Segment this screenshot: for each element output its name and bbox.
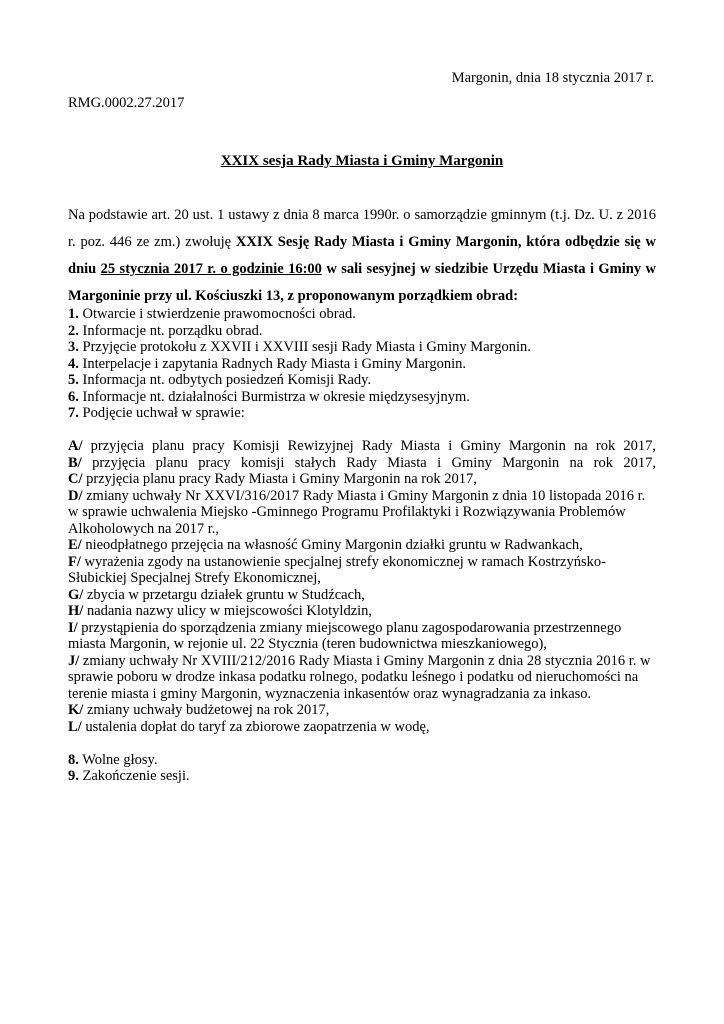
session-title: XXIX sesja Rady Miasta i Gminy Margonin <box>220 153 504 169</box>
resolution-letter: H/ <box>68 603 84 619</box>
agenda-number: 5. <box>68 372 79 388</box>
intro-text: Na podstawie art. 20 ust. 1 ustawy z dnia 8 marca 1990r. o samorządzie gminnym (t.j. Dz. U. z 2016 r. poz. 446 ze zm.) zwołuję <box>68 207 656 250</box>
agenda-number: 2. <box>68 322 79 339</box>
resolution-item <box>68 719 656 736</box>
resolution-text: przyjęcia planu pracy Rady Miasta i Gminy Margonin na rok 2017, <box>82 471 477 487</box>
resolution-text: ustalenia dopłat do taryf za zbiorowe zaopatrzenia w wodę, <box>81 718 430 735</box>
agenda-text: Podjęcie uchwał w sprawie: <box>78 405 245 421</box>
place-and-date: Margonin, dnia 18 stycznia 2017 r. <box>451 70 654 86</box>
resolution-letter: I/ <box>68 619 78 636</box>
resolution-text: przyjęcia planu pracy komisji stałych Rady Miasta i Gminy Margonin na rok 2017, <box>81 454 656 471</box>
resolution-letter: G/ <box>68 586 84 603</box>
agenda-item <box>68 768 656 785</box>
intro-location: w sali sesyjnej w siedzibie Urzędu Miasta i Gminy w Margoninie przy ul. Kościuszki 13, z proponowanym porządkiem obrad: <box>68 261 656 304</box>
resolution-item <box>68 537 656 554</box>
resolution-text: wyrażenia zgody na ustanowienie specjalnej strefy ekonomicznej w ramach Kostrzyńsko-Słubickiej Specjalnej Strefy Ekonomicznej, <box>68 553 606 586</box>
agenda-text: Przyjęcie protokołu z XXVII i XXVIII sesji Rady Miasta i Gminy Margonin. <box>78 339 531 355</box>
spacer <box>68 422 656 439</box>
resolution-item <box>68 587 656 604</box>
resolution-item <box>68 471 656 488</box>
resolution-text: nadania nazwy ulicy w miejscowości Klotyldzin, <box>83 603 373 619</box>
session-date-time: 25 stycznia 2017 r. o godzinie 16:00 <box>100 261 322 277</box>
agenda-number: 8. <box>68 751 79 768</box>
resolution-letter: L/ <box>68 718 82 735</box>
resolution-letter: A/ <box>68 438 83 454</box>
intro-session-name: XXIX Sesję Rady Miasta i Gminy Margonin, która odbędzie się w dniu <box>68 234 656 277</box>
agenda-number: 9. <box>68 768 79 784</box>
resolution-text: zmiany uchwały Nr XXVI/316/2017 Rady Miasta i Gminy Margonin z dnia 10 listopada 2016 r. w sprawie uchwalenia Miejsko -Gminnego Programu Profilaktyki i Rozwiązywania Problemów Alkoholowych na 2017 r., <box>68 487 646 537</box>
resolution-item <box>68 554 656 587</box>
resolution-letter: E/ <box>68 537 82 553</box>
agenda-text: Informacja nt. odbytych posiedzeń Komisji Rady. <box>78 372 372 388</box>
agenda-item <box>68 405 656 422</box>
agenda-number: 7. <box>68 405 79 421</box>
resolution-text: nieodpłatnego przejęcia na własność Gminy Margonin działki gruntu w Radwankach, <box>81 537 583 553</box>
resolution-text: zmiany uchwały Nr XVIII/212/2016 Rady Miasta i Gminy Margonin z dnia 28 stycznia 2016 r. w sprawie poboru w drodze inkasa podatku rolnego, podatku leśnego i podatku od nieruchomości na terenie miasta i gminy Margonin, wyznaczenia inkasentów oraz wynagradzania za inkaso. <box>68 652 651 702</box>
agenda-item <box>68 372 656 389</box>
resolution-text: przyjęcia planu pracy Komisji Rewizyjnej Rady Miasta i Gminy Margonin na rok 2017, <box>82 438 656 454</box>
agenda-text: Interpelacje i zapytania Radnych Rady Miasta i Gminy Margonin. <box>78 355 466 372</box>
resolution-letter: J/ <box>68 652 80 669</box>
agenda-number: 3. <box>68 339 79 355</box>
agenda-text: Wolne głosy. <box>78 751 158 768</box>
resolution-text: przystąpienia do sporządzenia zmiany miejscowego planu zagospodarowania przestrzennego miasta Margonin, w rejonie ul. 22 Stycznia (teren budownictwa mieszkaniowego), <box>68 619 622 652</box>
resolution-text: zmiany uchwały budżetowej na rok 2017, <box>83 702 330 718</box>
agenda-text: Informacje nt. działalności Burmistrza w okresie międzysesyjnym. <box>78 388 470 405</box>
agenda-item <box>68 339 656 356</box>
resolution-item <box>68 488 656 538</box>
resolution-text: zbycia w przetargu działek gruntu w Studźcach, <box>83 586 365 603</box>
resolution-item <box>68 653 656 703</box>
agenda-number: 6. <box>68 388 79 405</box>
agenda-item <box>68 356 656 373</box>
resolution-item <box>68 455 656 472</box>
spacer <box>68 735 656 752</box>
resolution-letter: D/ <box>68 487 83 504</box>
agenda-text: Zakończenie sesji. <box>78 768 190 784</box>
agenda-text: Otwarcie i stwierdzenie prawomocności obrad. <box>78 306 356 322</box>
resolution-item <box>68 438 656 455</box>
resolution-item <box>68 702 656 719</box>
agenda-text: Informacje nt. porządku obrad. <box>78 322 263 339</box>
resolution-letter: C/ <box>68 471 83 487</box>
agenda-item <box>68 389 656 406</box>
agenda-number: 4. <box>68 355 79 372</box>
resolution-item <box>68 620 656 653</box>
agenda-item <box>68 306 656 323</box>
reference-number: RMG.0002.27.2017 <box>68 95 185 111</box>
resolution-letter: K/ <box>68 702 84 718</box>
agenda-item <box>68 323 656 340</box>
resolution-letter: F/ <box>68 553 81 570</box>
agenda-item <box>68 752 656 769</box>
resolution-item <box>68 603 656 620</box>
agenda-number: 1. <box>68 306 79 322</box>
resolution-letter: B/ <box>68 454 82 471</box>
agenda <box>68 306 656 785</box>
intro-paragraph <box>68 202 656 310</box>
